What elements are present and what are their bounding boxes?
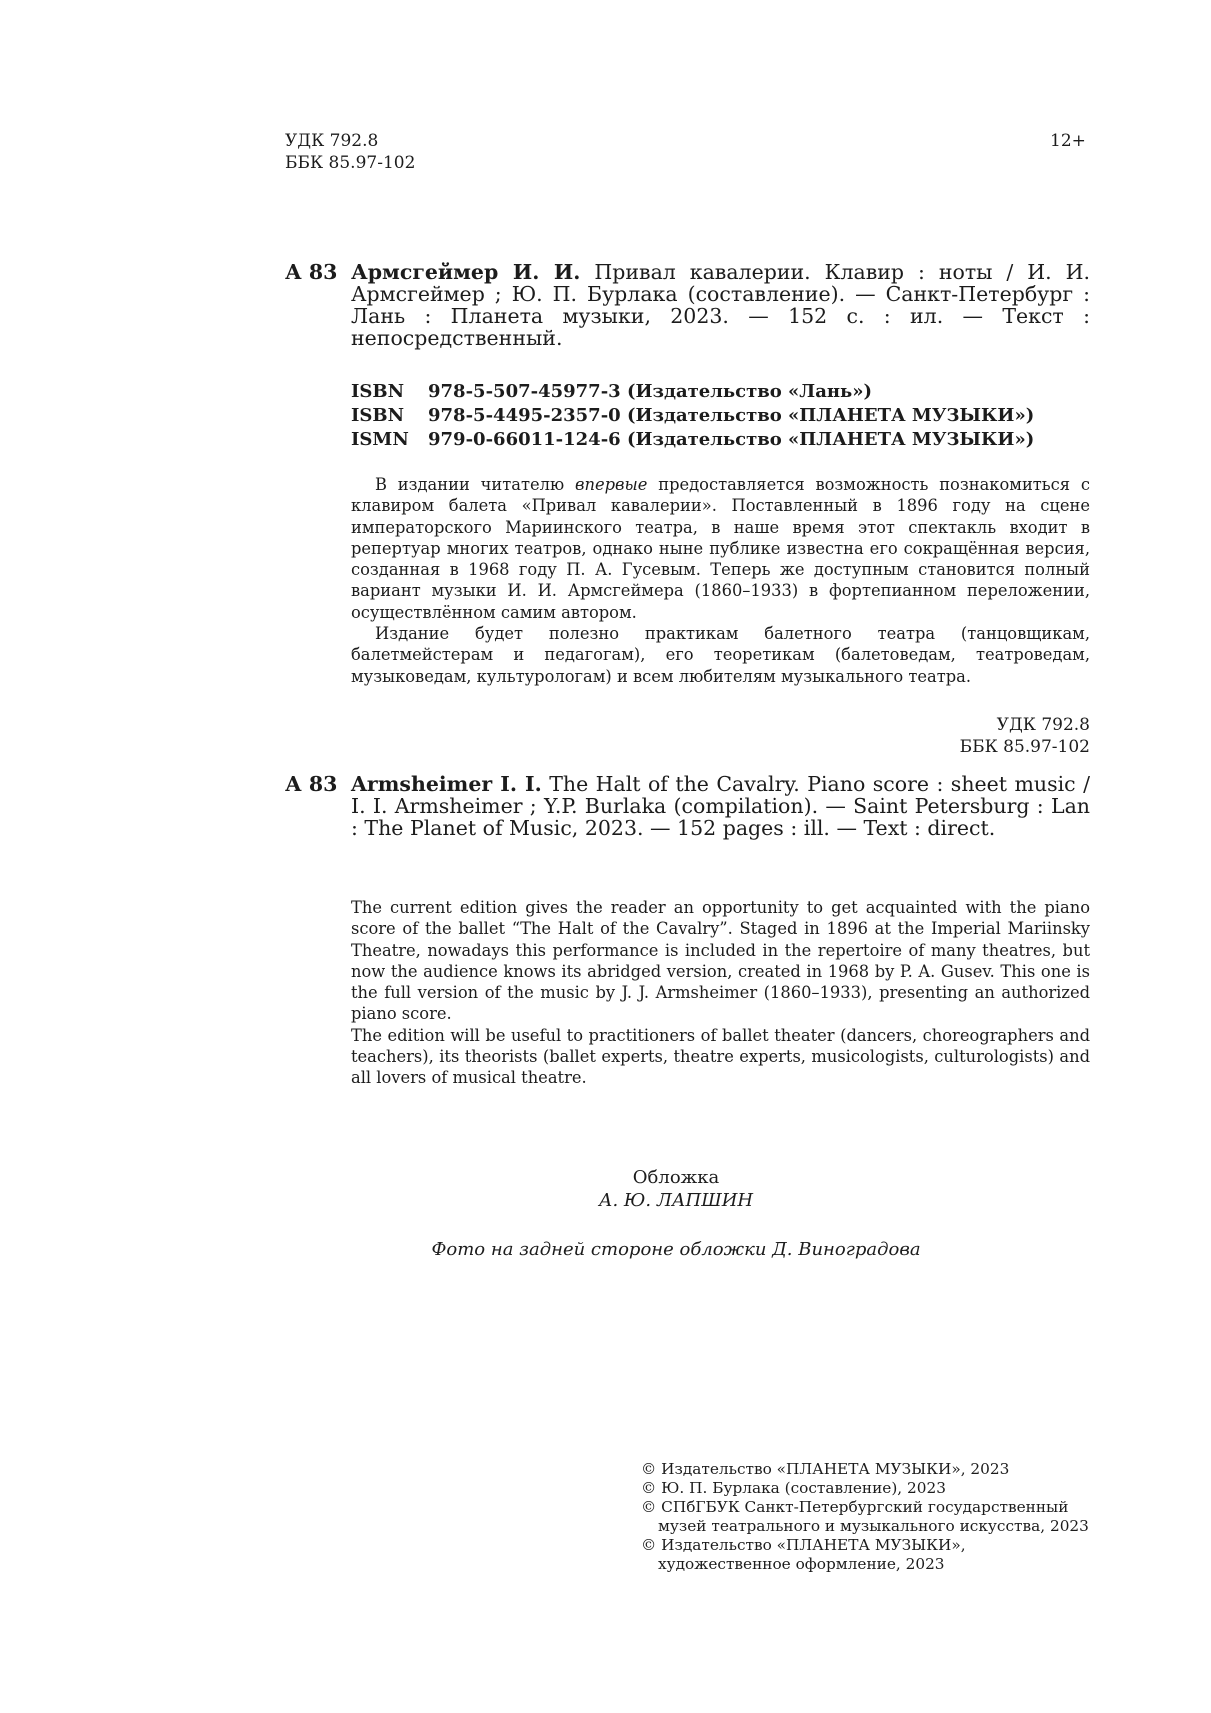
photo-credit: Фото на задней стороне обложки Д. Виноградова xyxy=(431,1239,921,1260)
cover-designer: А. Ю. ЛАПШИН xyxy=(598,1190,754,1211)
classification-mid xyxy=(900,714,1090,758)
annotation-paragraph: Издание будет полезно практикам балетного театра (танцовщикам, балетмейстерам и педагогам), его теоретикам (балетоведам, театроведам, музыковедам, культурологам) и всем любителям музыкального театра. xyxy=(351,624,1090,686)
isbn-row xyxy=(351,380,1034,404)
udk-code: УДК 792.8 xyxy=(285,131,379,151)
annotation-text: предоставляется возможность познакомиться с клавиром балета «Привал кавалерии». Поставленный в 1896 году на сцене императорского Мариинского театра, в наше время этот спектакль входит в репертуар многих театров, однако ныне публике известна его сокращённая версия, созданная в 1968 году П. А. Гусевым. Теперь же доступным становится полный вариант музыки И. И. Армсгеймера (1860–1933) в фортепианном переложении, осуществлённом самим автором. xyxy=(351,475,1091,622)
entry-text xyxy=(351,773,1090,839)
copyright-block xyxy=(641,1460,1091,1574)
bibliographic-entry-ru xyxy=(285,261,1090,349)
isbn-value: 978-5-4495-2357-0 (Издательство «ПЛАНЕТА МУЗЫКИ») xyxy=(428,405,1035,426)
entry-text xyxy=(351,261,1090,349)
classification-top xyxy=(285,130,415,174)
copyright-line: © Ю. П. Бурлака (составление), 2023 xyxy=(641,1479,946,1497)
bbk-code: ББК 85.97-102 xyxy=(285,153,416,173)
author-name: Armsheimer I. I. xyxy=(351,772,542,796)
ismn-value: 979-0-66011-124-6 (Издательство «ПЛАНЕТА МУЗЫКИ») xyxy=(428,429,1035,450)
copyright-line: © СПбГБУК Санкт-Петербургский государственный музей театрального и музыкального искусства, 2023 xyxy=(641,1498,1089,1535)
annotation-paragraph: The current edition gives the reader an opportunity to get acquainted with the piano score of the ballet “The Halt of the Cavalry”. Staged in 1896 at the Imperial Mariinsky Theatre, nowadays this performance is included in the repertoire of many theatres, but now the audience knows its abridged version, created in 1968 by P. A. Gusev. This one is the full version of the music by J. J. Armsheimer (1860–1933), presenting an authorized piano score. xyxy=(351,898,1090,1024)
entry-description: Привал кавалерии. Клавир : ноты / И. И. Армсгеймер ; Ю. П. Бурлака (составление). — Санкт-Петербург : Лань : Планета музыки, 2023. — 152 с. : ил. — Текст : непосредственный. xyxy=(351,260,1090,350)
annotation-en xyxy=(351,897,1090,1089)
annotation-emphasis: впервые xyxy=(574,475,648,494)
annotation-text: В издании читателю xyxy=(375,475,575,494)
author-mark: А 83 xyxy=(285,772,338,796)
author-name: Армсгеймер И. И. xyxy=(351,260,581,284)
entry-description: The Halt of the Cavalry. Piano score : sheet music / I. I. Armsheimer ; Y.P. Burlaka (compilation). — Saint Petersburg : Lan : The Planet of Music, 2023. — 152 pages : ill. — Text : direct. xyxy=(351,772,1090,840)
ismn-key: ISMN xyxy=(351,429,409,450)
bbk-code: ББК 85.97-102 xyxy=(959,737,1090,757)
age-rating: 12+ xyxy=(1050,131,1086,151)
isbn-key: ISBN xyxy=(351,405,405,426)
annotation-paragraph xyxy=(351,474,1090,623)
author-mark: А 83 xyxy=(285,260,338,284)
isbn-key: ISBN xyxy=(351,381,405,402)
ismn-row xyxy=(351,428,1034,452)
bibliographic-entry-en xyxy=(285,773,1090,839)
isbn-row xyxy=(351,404,1034,428)
annotation-paragraph: The edition will be useful to practitioners of ballet theater (dancers, choreographers and teachers), its theorists (ballet experts, theatre experts, musicologists, culturologists) and all lovers of musical theatre. xyxy=(351,1025,1090,1088)
cover-label: Обложка xyxy=(632,1167,720,1188)
isbn-block xyxy=(351,380,1034,452)
copyright-line: © Издательство «ПЛАНЕТА МУЗЫКИ», художественное оформление, 2023 xyxy=(641,1536,966,1573)
copyright-line: © Издательство «ПЛАНЕТА МУЗЫКИ», 2023 xyxy=(641,1460,1010,1478)
annotation-ru xyxy=(351,474,1090,687)
isbn-value: 978-5-507-45977-3 (Издательство «Лань») xyxy=(428,381,873,402)
udk-code: УДК 792.8 xyxy=(996,715,1090,735)
